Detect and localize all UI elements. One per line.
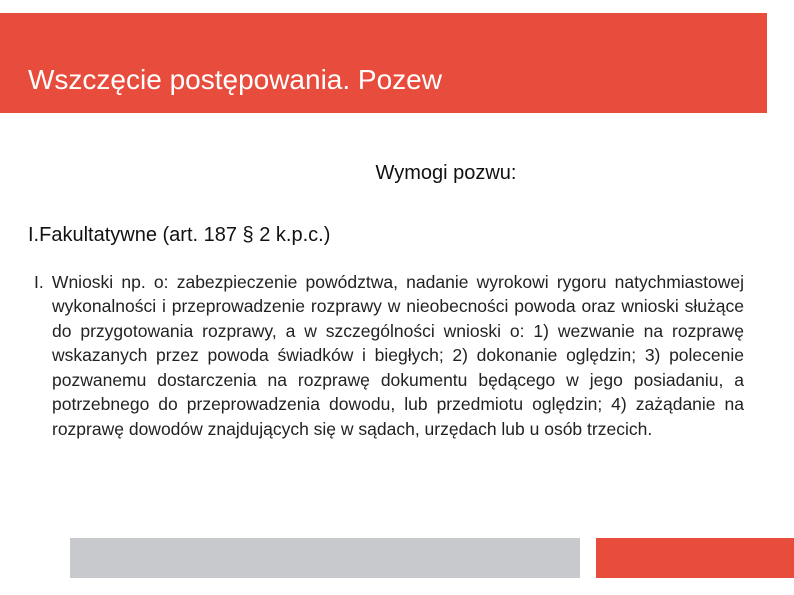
slide-subtitle: Wymogi pozwu: [375,162,517,184]
section-heading: I.Fakultatywne (art. 187 § 2 k.p.c.) [28,224,331,246]
footer-gray-bar [70,538,580,578]
slide-title: Wszczęcie postępowania. Pozew [28,64,442,95]
footer-red-bar [596,538,794,578]
body-paragraph: I. Wnioski np. o: zabezpieczenie powództwa, nadanie wyrokowi rygoru natychmiastowej wykonalności i przeprowadzenie rozprawy w nieobecności powoda oraz wnioski służące do przygotowania rozprawy, a w szczególności wnioski o: 1) wezwanie na rozprawę wskazanych przez powoda świadków i biegłych; 2) dokonanie oględzin; 3) polecenie pozwanemu dostarczenia na rozprawę dokumentu będącego w jego posiadaniu, a potrzebnego do przeprowadzenia dowodu, lub przedmiotu oględzin; 4) zażądanie na rozprawę dowodów znajdujących się w sądach, urzędach lub u osób trzecich. [34,271,744,439]
